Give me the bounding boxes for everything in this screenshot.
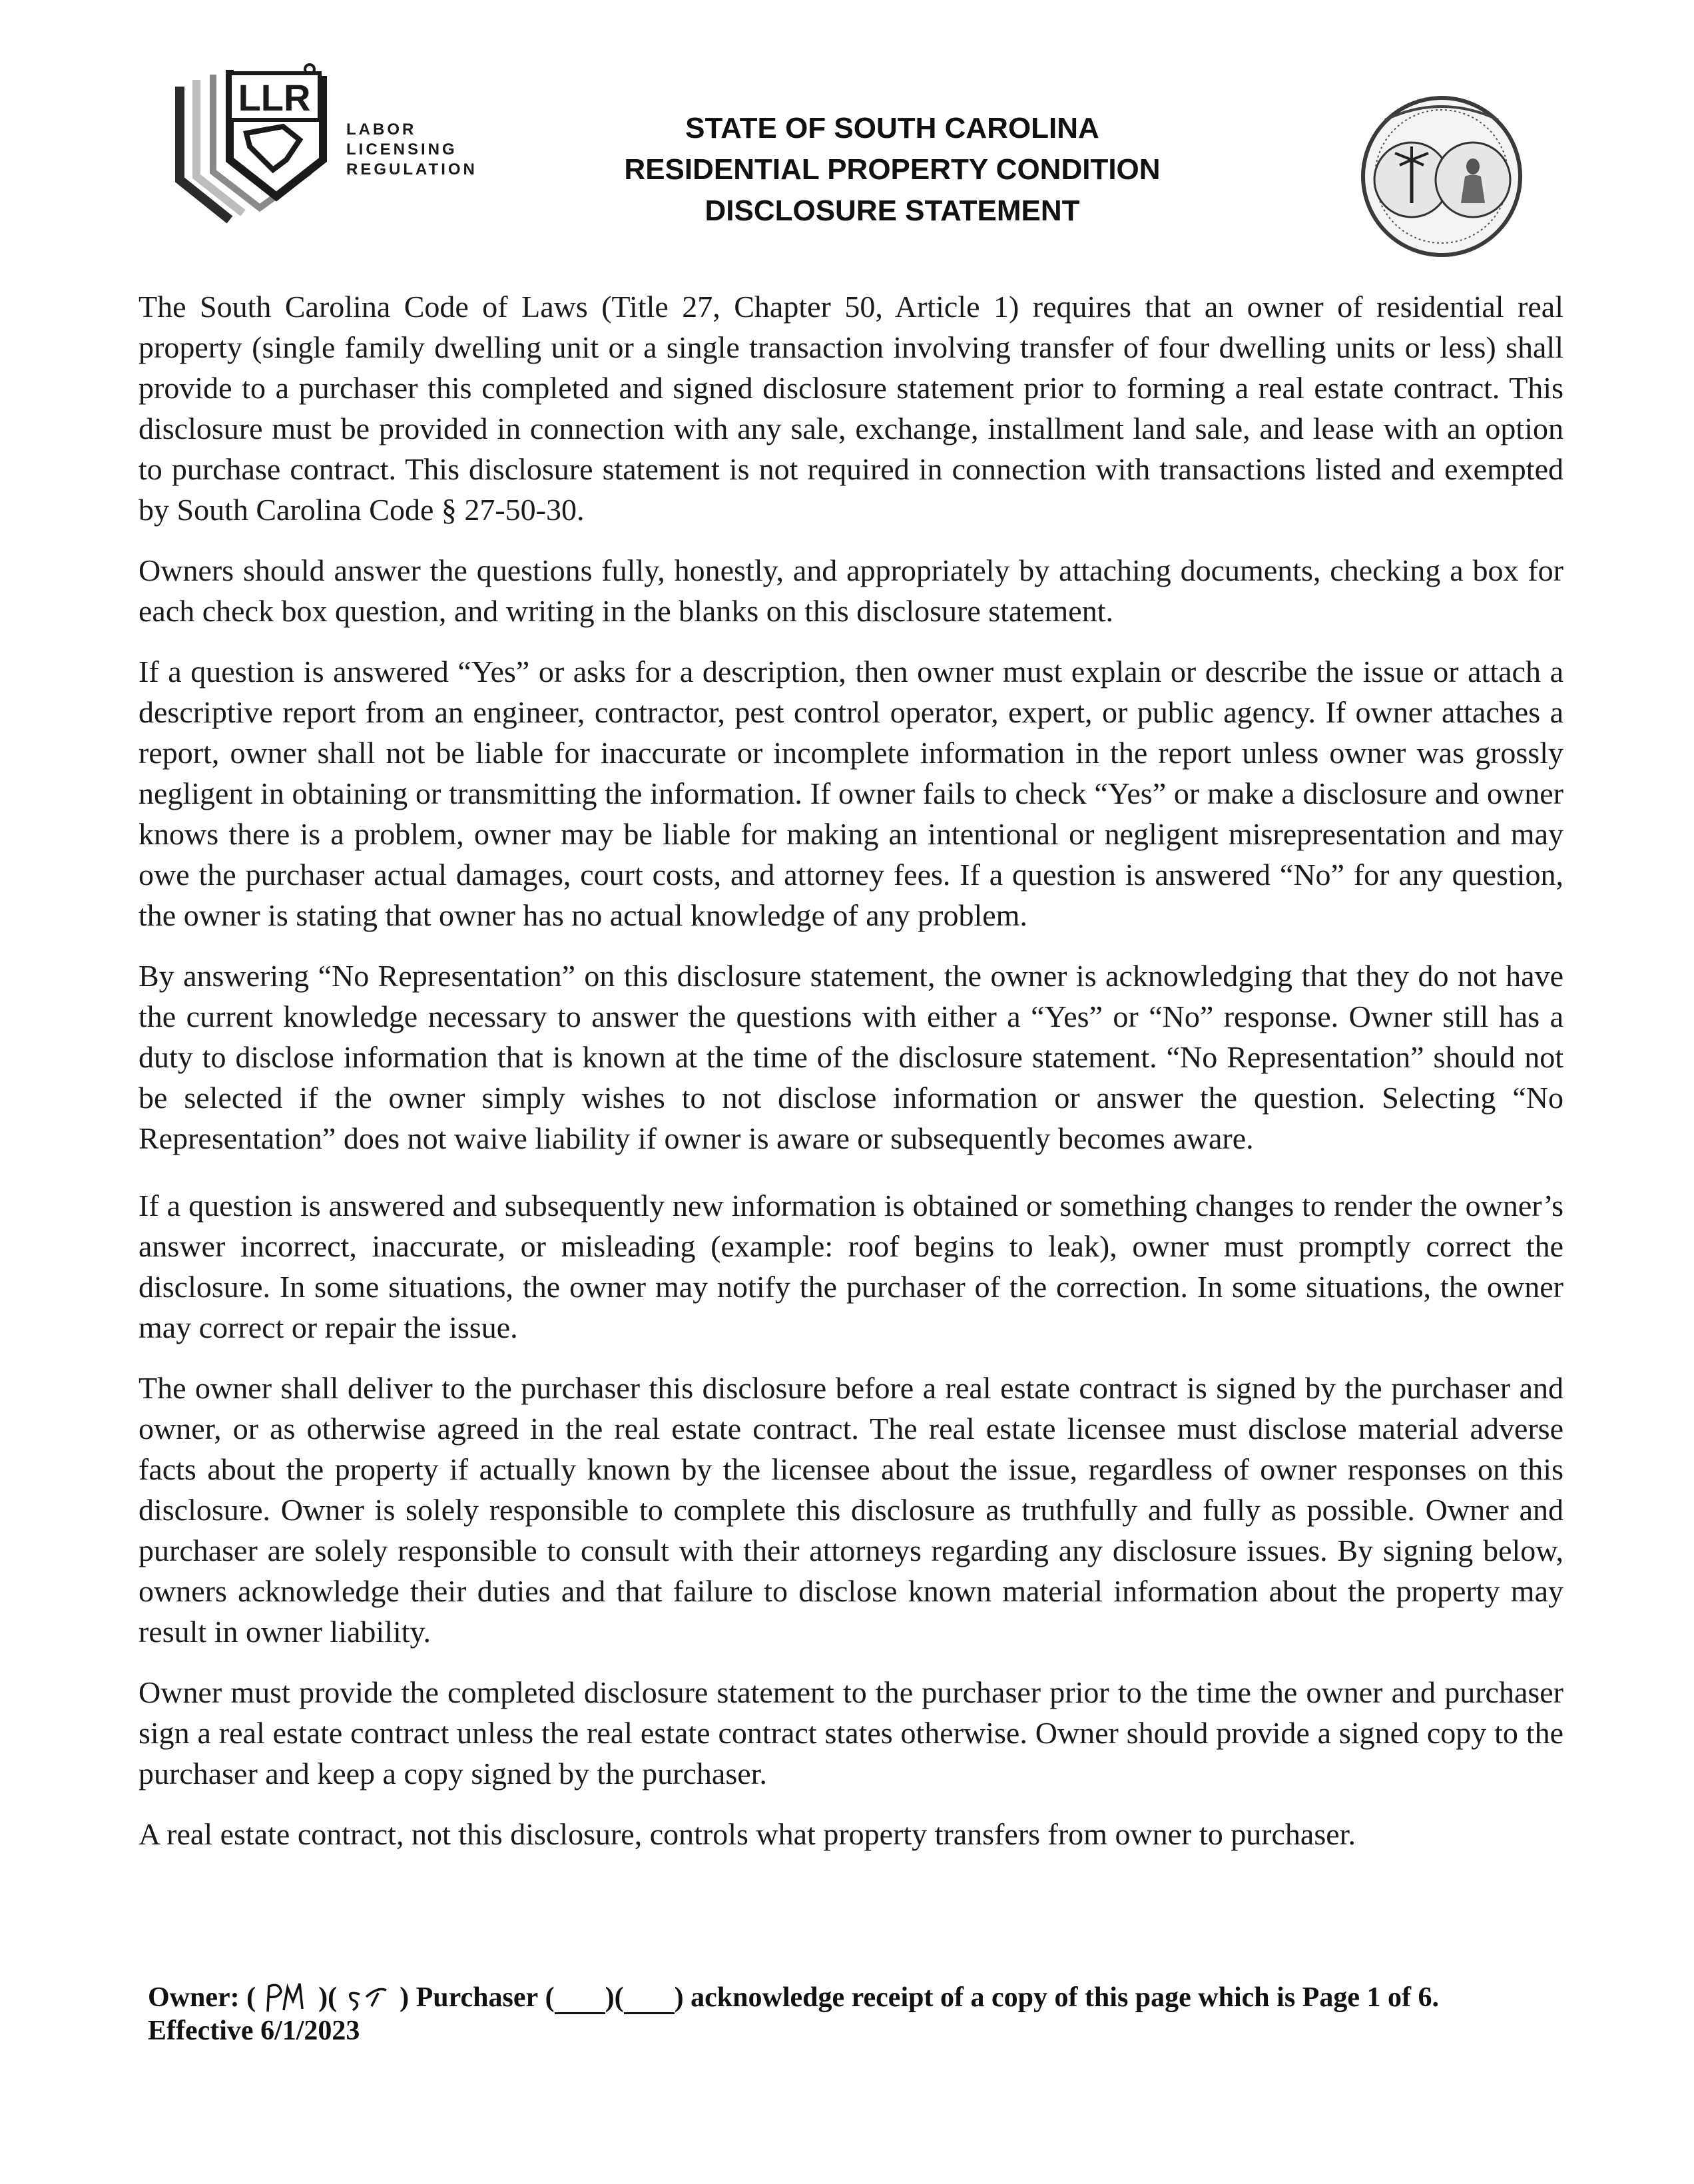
- page-footer: [148, 1981, 1613, 2048]
- acknowledgement-line: Owner: ( )( ) Purchaser ( )( ) acknowledge receipt of a copy of this page which is Page 1 of 6.: [148, 1982, 1439, 2013]
- llr-logo-text: [346, 120, 477, 180]
- logo-text-line: LABOR: [346, 121, 417, 138]
- purchaser-label: Purchaser: [416, 1982, 539, 2013]
- title-line: RESIDENTIAL PROPERTY CONDITION: [624, 153, 1161, 186]
- page-title: [559, 108, 1225, 232]
- purchaser-initials-1[interactable]: [555, 1988, 605, 2014]
- title-line: DISCLOSURE STATEMENT: [705, 194, 1080, 227]
- paragraph-yes-answers: If a question is answered “Yes” or asks for a description, then owner must explain or describe the issue or attach a descriptive report from an engineer, contractor, pest control operator, expert, or public agency. If owner attaches a report, owner shall not be liable for inaccurate or incomplete information in the report unless owner was grossly negligent in obtaining or transmitting the information. If owner fails to check “Yes” or make a disclosure and owner knows there is a problem, owner may be liable for making an intentional or negligent misrepresentation and may owe the purchaser actual damages, court costs, and attorney fees. If a question is answered “No” for any question, the owner is stating that owner has no actual knowledge of any problem.: [139, 655, 1563, 932]
- south-carolina-state-seal-icon: [1358, 93, 1525, 260]
- paragraph-delivery: The owner shall deliver to the purchaser this disclosure before a real estate contract is signed by the purchaser and owner, or as otherwise agreed in the real estate contract. The real estate licensee must disclose material adverse facts about the property if actually known by the licensee about the issue, regardless of owner responses on this disclosure. Owner is solely responsible to complete this disclosure as truthfully and fully as possible. Owner and purchaser are solely responsible to consult with their attorneys regarding any disclosure issues. By signing below, owners acknowledge their duties and that failure to disclose known material information about the property may result in owner liability.: [139, 1371, 1563, 1649]
- owner-initials-1[interactable]: [258, 1981, 316, 2014]
- acknowledge-text: acknowledge receipt of a copy of this page which is Page 1 of 6.: [691, 1982, 1439, 2013]
- effective-date: Effective 6/1/2023: [148, 2016, 360, 2046]
- owner-label: Owner:: [148, 1982, 240, 2013]
- paragraph-answer-instructions: Owners should answer the questions fully, honestly, and appropriately by attaching documents, checking a box for each check box question, and writing in the blanks on this disclosure statement.: [139, 553, 1563, 628]
- owner-initials-2[interactable]: [340, 1981, 397, 2014]
- paragraph-no-representation: By answering “No Representation” on this disclosure statement, the owner is acknowledging that they do not have the current knowledge necessary to answer the questions with either a “Yes” or “No” response. Owner still has a duty to disclose information that is known at the time of the disclosure statement. “No Representation” should not be selected if the owner simply wishes to not disclose information or answer the question. Selecting “No Representation” does not waive liability if owner is aware or subsequently becomes aware.: [139, 959, 1563, 1155]
- llr-letters: LLR: [238, 77, 311, 119]
- paragraph-corrections: If a question is answered and subsequently new information is obtained or something changes to render the owner’s answer incorrect, inaccurate, or misleading (example: roof begins to leak), owner must promptly correct the disclosure. In some situations, the owner may notify the purchaser of the correction. In some situations, the owner may correct or repair the issue.: [139, 1189, 1563, 1344]
- title-line: STATE OF SOUTH CAROLINA: [685, 112, 1099, 144]
- logo-text-line: REGULATION: [346, 160, 477, 178]
- purchaser-initials-2[interactable]: [624, 1988, 675, 2014]
- logo-text-line: LICENSING: [346, 140, 457, 158]
- paragraph-provide-copy: Owner must provide the completed disclosure statement to the purchaser prior to the time the owner and purchaser sign a real estate contract unless the real estate contract states otherwise. Owner should provide a signed copy to the purchaser and keep a copy signed by the purchaser.: [139, 1675, 1563, 1790]
- paragraph-contract-controls: A real estate contract, not this disclosure, controls what property transfers from owner to purchaser.: [139, 1817, 1356, 1851]
- paragraph-statute: The South Carolina Code of Laws (Title 27, Chapter 50, Article 1) requires that an owner of residential real property (single family dwelling unit or a single transaction involving transfer of four dwelling units or less) shall provide to a purchaser this completed and signed disclosure statement prior to forming a real estate contract. This disclosure must be provided in connection with any sale, exchange, installment land sale, and lease with an option to purchase contract. This disclosure statement is not required in connection with transactions listed and exempted by South Carolina Code § 27-50-30.: [139, 290, 1563, 527]
- disclosure-body: [139, 286, 1563, 1874]
